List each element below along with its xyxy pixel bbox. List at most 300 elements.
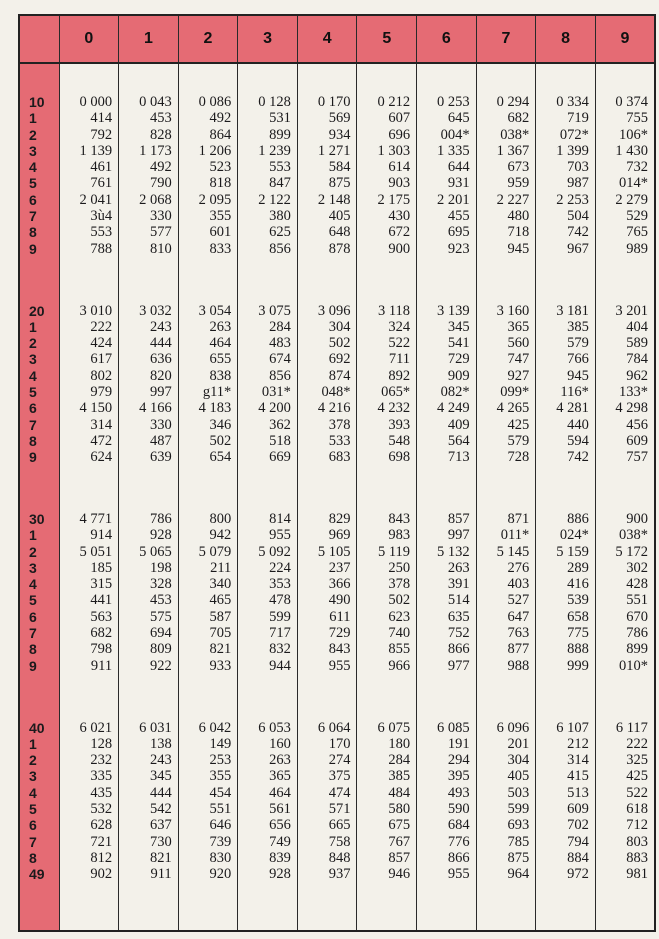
table-cell: 340 [209, 576, 232, 593]
value-column [595, 94, 655, 273]
table-cell: 011* [500, 527, 530, 544]
value-gap [238, 273, 298, 303]
value-gap [119, 273, 179, 303]
table-cell: 765 [626, 224, 648, 241]
table-cell: 623 [388, 608, 411, 625]
value-gap [238, 898, 298, 931]
value-gap [238, 63, 298, 94]
table-cell: 263 [269, 752, 291, 769]
table-cell: 1 430 [615, 142, 648, 159]
table-cell: 696 [388, 126, 411, 143]
table-cell: 1 367 [496, 142, 530, 159]
row-label: 9 [29, 240, 37, 257]
table-cell: 656 [269, 817, 291, 834]
table-cell: 237 [328, 559, 351, 576]
table-cell: 464 [269, 784, 291, 801]
table-cell: 2 227 [496, 191, 530, 208]
value-gap [238, 481, 298, 511]
table-cell: 378 [328, 416, 351, 433]
table-cell: 6 075 [377, 719, 411, 736]
table-cell: 3 032 [139, 302, 172, 319]
table-cell: 569 [328, 110, 351, 127]
table-cell: 812 [90, 849, 113, 866]
table-cell: 645 [447, 110, 470, 127]
table-cell: 820 [149, 367, 172, 384]
table-cell: 866 [447, 641, 470, 658]
table-cell: 635 [447, 608, 470, 625]
row-label: 3 [29, 351, 37, 368]
table-cell: 3 139 [437, 302, 470, 319]
table-cell: 818 [209, 175, 232, 192]
table-cell: 792 [90, 126, 113, 143]
table-cell: 385 [567, 318, 589, 335]
value-column [59, 94, 119, 273]
table-cell: 2 041 [79, 191, 113, 208]
table-cell: 3 075 [258, 302, 291, 319]
table-cell: 3ù4 [90, 208, 113, 225]
row-label: 30 [29, 511, 45, 527]
table-cell: 674 [269, 351, 291, 368]
table-cell: 405 [507, 768, 530, 785]
value-gap [476, 481, 536, 511]
table-cell: 0 334 [556, 94, 589, 110]
table-cell: 483 [269, 335, 291, 352]
value-gap [476, 63, 536, 94]
table-cell: 302 [626, 559, 648, 576]
value-gap [59, 273, 119, 303]
table-cell: 695 [447, 224, 470, 241]
row-label: 4 [29, 576, 37, 593]
row-labels [19, 511, 59, 690]
table-cell: 856 [269, 367, 291, 384]
table-cell: 590 [447, 800, 470, 817]
table-cell: 803 [626, 833, 648, 850]
table-cell: 492 [209, 110, 232, 127]
row-label: 4 [29, 159, 37, 176]
column-header: 9 [595, 15, 655, 63]
column-header: 1 [119, 15, 179, 63]
table-cell: 911 [90, 657, 113, 674]
table-cell: 0 000 [79, 94, 113, 110]
table-cell: 729 [328, 625, 351, 642]
table-cell: 0 170 [317, 94, 351, 110]
table-cell: 4 150 [79, 400, 113, 417]
table-cell: 883 [626, 849, 648, 866]
table-cell: 523 [209, 159, 232, 176]
table-cell: 979 [90, 383, 113, 400]
logarithm-table [18, 14, 656, 932]
table-cell: 857 [388, 849, 411, 866]
table-cell: 3 096 [317, 302, 351, 319]
table-cell: 999 [567, 657, 589, 674]
table-cell: 492 [149, 159, 172, 176]
table-cell: 453 [149, 110, 172, 127]
table-cell: 328 [149, 576, 172, 593]
row-label: 7 [29, 625, 37, 642]
row-label: 9 [29, 657, 37, 674]
value-column [595, 720, 655, 899]
table-cell: 3 181 [556, 302, 589, 319]
table-cell: 380 [269, 208, 291, 225]
table-cell: 324 [388, 318, 411, 335]
table-cell: 082* [440, 383, 470, 400]
table-cell: 484 [388, 784, 411, 801]
value-column [119, 303, 179, 482]
table-cell: 607 [388, 110, 411, 127]
table-cell: 1 303 [377, 142, 411, 159]
value-column [59, 720, 119, 899]
table-cell: 366 [328, 576, 351, 593]
table-cell: 997 [149, 383, 172, 400]
table-cell: 877 [507, 641, 530, 658]
table-cell: 541 [447, 335, 470, 352]
table-cell: 857 [447, 511, 470, 527]
table-cell: 440 [567, 416, 589, 433]
table-cell: 539 [567, 592, 589, 609]
table-cell: 149 [209, 735, 232, 752]
table-cell: 378 [388, 576, 411, 593]
value-gap [476, 273, 536, 303]
table-cell: 972 [567, 866, 589, 883]
row-label: 10 [29, 94, 45, 110]
table-cell: 304 [328, 318, 351, 335]
table-cell: 1 206 [198, 142, 232, 159]
table-cell: 624 [90, 449, 113, 466]
table-cell: 899 [626, 641, 648, 658]
value-gap [357, 481, 417, 511]
table-cell: 2 175 [377, 191, 411, 208]
table-cell: 644 [447, 159, 470, 176]
table-cell: 441 [90, 592, 113, 609]
table-cell: 425 [626, 768, 648, 785]
table-cell: 966 [388, 657, 411, 674]
table-cell: 843 [388, 511, 411, 527]
table-cell: 284 [269, 318, 291, 335]
table-cell: 024* [559, 527, 589, 544]
table-cell: 6 053 [258, 719, 291, 736]
table-cell: 785 [507, 833, 530, 850]
table-cell: 444 [149, 784, 172, 801]
table-cell: 454 [209, 784, 232, 801]
table-cell: 502 [328, 335, 351, 352]
table-cell: 928 [269, 866, 291, 883]
table-cell: 395 [447, 768, 470, 785]
table-cell: g11* [202, 383, 232, 400]
value-gap [59, 481, 119, 511]
table-cell: 945 [567, 367, 589, 384]
table-cell: 0 128 [258, 94, 291, 110]
table-cell: 5 159 [556, 543, 589, 560]
header-row [19, 15, 655, 63]
table-cell: 362 [269, 416, 291, 433]
value-gap [536, 273, 596, 303]
value-gap [536, 481, 596, 511]
table-cell: 531 [269, 110, 291, 127]
block-gap [19, 898, 655, 931]
table-cell: 832 [269, 641, 291, 658]
table-cell: 830 [209, 849, 232, 866]
table-cell: 4 216 [317, 400, 351, 417]
table-cell: 503 [507, 784, 530, 801]
table-cell: 5 051 [79, 543, 113, 560]
table-cell: 542 [149, 800, 172, 817]
table-cell: 833 [209, 240, 232, 257]
table-cell: 4 298 [615, 400, 648, 417]
table-cell: 335 [90, 768, 113, 785]
table-cell: 843 [328, 641, 351, 658]
row-label: 20 [29, 302, 45, 319]
table-cell: 942 [209, 527, 232, 544]
value-gap [119, 63, 179, 94]
table-cell: 522 [626, 784, 648, 801]
table-cell: 487 [149, 432, 172, 449]
table-cell: 514 [447, 592, 470, 609]
table-cell: 618 [626, 800, 648, 817]
table-cell: 474 [328, 784, 351, 801]
table-cell: 314 [567, 752, 589, 769]
table-cell: 682 [507, 110, 530, 127]
table-cell: 1 139 [79, 142, 113, 159]
table-cell: 648 [328, 224, 351, 241]
table-cell: 884 [567, 849, 589, 866]
table-cell: 464 [209, 335, 232, 352]
table-cell: 561 [269, 800, 291, 817]
table-cell: 964 [507, 866, 530, 883]
table-cell: 010* [618, 657, 648, 674]
table-cell: 355 [209, 768, 232, 785]
table-cell: 828 [149, 126, 172, 143]
value-column [357, 94, 417, 273]
table-cell: 198 [149, 559, 172, 576]
value-column [417, 303, 477, 482]
table-cell: 330 [149, 208, 172, 225]
table-cell: 3 160 [496, 302, 530, 319]
table-cell: 529 [626, 208, 648, 225]
table-cell: 892 [388, 367, 411, 384]
table-cell: 553 [90, 224, 113, 241]
value-gap [178, 273, 238, 303]
value-gap [119, 690, 179, 720]
value-column [476, 720, 536, 899]
table-cell: 3 118 [377, 302, 411, 319]
row-label: 1 [29, 735, 37, 752]
value-gap [297, 273, 357, 303]
block-gap [19, 273, 655, 303]
row-label: 2 [29, 752, 37, 769]
table-cell: 455 [447, 208, 470, 225]
table-cell: 375 [328, 768, 351, 785]
column-header: 7 [476, 15, 536, 63]
table-cell: 761 [90, 175, 113, 192]
row-label: 8 [29, 641, 37, 658]
row-label-gap [19, 63, 59, 94]
table-cell: 589 [626, 335, 648, 352]
table-cell: 654 [209, 449, 232, 466]
table-cell: 527 [507, 592, 530, 609]
table-cell: 4 265 [496, 400, 530, 417]
value-gap [595, 481, 655, 511]
table-cell: 821 [209, 641, 232, 658]
table-cell: 072* [559, 126, 589, 143]
value-gap [59, 690, 119, 720]
table-cell: 788 [90, 240, 113, 257]
value-column [178, 303, 238, 482]
table-cell: 551 [626, 592, 648, 609]
table-cell: 886 [567, 511, 589, 527]
table-cell: 944 [269, 657, 291, 674]
table-cell: 116* [560, 383, 589, 400]
table-cell: 128 [90, 735, 113, 752]
table-cell: 711 [388, 351, 411, 368]
table-cell: 6 064 [317, 719, 351, 736]
table-cell: 698 [388, 449, 411, 466]
table-cell: 981 [626, 866, 648, 883]
table-cell: 594 [567, 432, 589, 449]
table-cell: 222 [90, 318, 113, 335]
row-label: 6 [29, 608, 37, 625]
value-gap [357, 273, 417, 303]
table-cell: 742 [567, 224, 589, 241]
table-cell: 404 [626, 318, 648, 335]
table-cell: 637 [149, 817, 172, 834]
table-cell: 758 [328, 833, 351, 850]
table-cell: 365 [507, 318, 530, 335]
table-cell: 875 [328, 175, 351, 192]
table-cell: 289 [567, 559, 589, 576]
table-cell: 6 096 [496, 719, 530, 736]
table-cell: 232 [90, 752, 113, 769]
value-gap [357, 63, 417, 94]
table-cell: 315 [90, 576, 113, 593]
value-column [417, 94, 477, 273]
table-cell: 628 [90, 817, 113, 834]
table-cell: 346 [209, 416, 232, 433]
table-cell: 031* [261, 383, 291, 400]
column-header: 4 [297, 15, 357, 63]
table-cell: 424 [90, 335, 113, 352]
table-cell: 2 253 [556, 191, 589, 208]
table-cell: 692 [328, 351, 351, 368]
table-cell: 669 [269, 449, 291, 466]
row-label: 8 [29, 432, 37, 449]
row-labels [19, 303, 59, 482]
table-cell: 353 [269, 576, 291, 593]
table-cell: 855 [388, 641, 411, 658]
row-label: 49 [29, 866, 45, 883]
table-cell: 988 [507, 657, 530, 674]
table-cell: 263 [209, 318, 232, 335]
table-cell: 969 [328, 527, 351, 544]
table-cell: 548 [388, 432, 411, 449]
table-cell: 212 [567, 735, 589, 752]
value-column [119, 511, 179, 690]
block-gap [19, 481, 655, 511]
table-cell: 625 [269, 224, 291, 241]
table-cell: 847 [269, 175, 291, 192]
table-cell: 461 [90, 159, 113, 176]
table-cell: 533 [328, 432, 351, 449]
value-column [178, 511, 238, 690]
table-cell: 1 399 [556, 142, 589, 159]
table-cell: 004* [440, 126, 470, 143]
table-cell: 959 [507, 175, 530, 192]
value-column [536, 94, 596, 273]
table-cell: 330 [149, 416, 172, 433]
table-cell: 2 279 [615, 191, 648, 208]
table-cell: 2 095 [198, 191, 232, 208]
table-cell: 478 [269, 592, 291, 609]
table-cell: 065* [381, 383, 411, 400]
value-column [536, 303, 596, 482]
table-cell: 900 [626, 511, 648, 527]
value-gap [417, 898, 477, 931]
table-cell: 658 [567, 608, 589, 625]
table-cell: 0 086 [198, 94, 232, 110]
row-label: 5 [29, 383, 37, 400]
table-cell: 1 335 [437, 142, 470, 159]
value-column [59, 511, 119, 690]
table-row [19, 303, 655, 482]
table-cell: 601 [209, 224, 232, 241]
table-cell: 775 [567, 625, 589, 642]
column-header: 2 [178, 15, 238, 63]
table-cell: 800 [209, 511, 232, 527]
table-cell: 721 [90, 833, 113, 850]
table-cell: 766 [567, 351, 589, 368]
table-cell: 385 [388, 768, 411, 785]
row-label-gap [19, 690, 59, 720]
table-cell: 931 [447, 175, 470, 192]
table-cell: 977 [447, 657, 470, 674]
row-label: 8 [29, 224, 37, 241]
table-cell: 365 [269, 768, 291, 785]
table-cell: 694 [149, 625, 172, 642]
table-cell: 522 [388, 335, 411, 352]
table-cell: 962 [626, 367, 648, 384]
row-label: 8 [29, 849, 37, 866]
table-cell: 767 [388, 833, 411, 850]
table-cell: 673 [507, 159, 530, 176]
table-cell: 899 [269, 126, 291, 143]
table-cell: 502 [209, 432, 232, 449]
row-label: 2 [29, 335, 37, 352]
table-cell: 749 [269, 833, 291, 850]
value-gap [357, 898, 417, 931]
table-cell: 1 271 [317, 142, 351, 159]
value-column [476, 303, 536, 482]
value-gap [178, 690, 238, 720]
table-cell: 5 092 [258, 543, 291, 560]
table-cell: 647 [507, 608, 530, 625]
table-cell: 757 [626, 449, 648, 466]
table-cell: 987 [567, 175, 589, 192]
table-cell: 6 021 [79, 719, 113, 736]
table-cell: 2 148 [317, 191, 351, 208]
table-cell: 599 [507, 800, 530, 817]
value-column [238, 94, 298, 273]
table-cell: 786 [149, 511, 172, 527]
table-cell: 0 043 [139, 94, 172, 110]
table-cell: 747 [507, 351, 530, 368]
table-cell: 472 [90, 432, 113, 449]
table-cell: 821 [149, 849, 172, 866]
table-cell: 403 [507, 576, 530, 593]
value-column [357, 303, 417, 482]
value-gap [178, 63, 238, 94]
value-column [178, 720, 238, 899]
table-cell: 967 [567, 240, 589, 257]
table-cell: 636 [149, 351, 172, 368]
